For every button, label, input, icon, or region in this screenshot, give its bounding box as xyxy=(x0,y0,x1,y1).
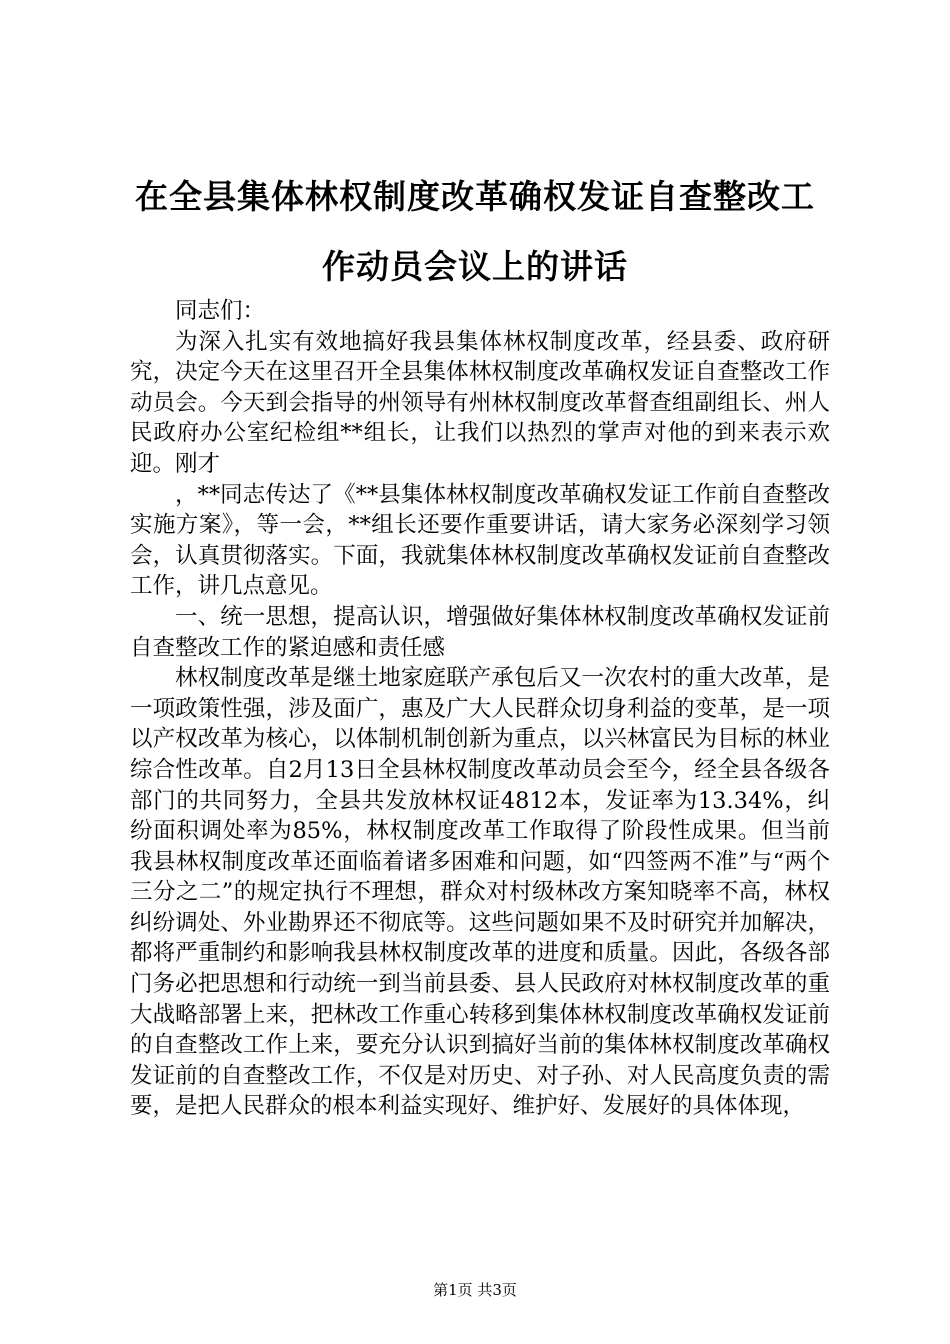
paragraph-salutation: 同志们： xyxy=(175,298,266,324)
paragraph-intro: 为深入扎实有效地搞好我县集体林权制度改革，经县委、政府研究，决定今天在这里召开全县集体林权制度改革确权发证自查整改工作动员会。今天到会指导的州领导有州林权制度改革督查组副组长、州人民政府办公室纪检组**组长，让我们以热烈的掌声对他的到来表示欢迎。刚才 xyxy=(130,328,830,477)
paragraph-section-1: 林权制度改革是继土地家庭联产承包后又一次农村的重大改革，是一项政策性强，涉及面广，惠及广大人民群众切身利益的变革，是一项以产权改革为核心，以体制机制创新为重点，以兴林富民为目标的林业综合性改革。自2月13日全县林权制度改革动员会至今，经全县各级各部门的共同努力，全县共发放林权证4812本，发证率为13.34%，纠纷面积调处率为85%，林权制度改革工作取得了阶段性成果。但当前我县林权制度改革还面临着诸多困难和问题，如“四签两不准”与“两个三分之二”的规定执行不理想，群众对村级林改方案知晓率不高，林权纠纷调处、外业勘界还不彻底等。这些问题如果不及时研究并加解决，都将严重制约和影响我县林权制度改革的进度和质量。因此，各级各部门务必把思想和行动统一到当前县委、县人民政府对林权制度改革的重大战略部署上来，把林改工作重心转移到集体林权制度改革确权发证前的自查整改工作上来，要充分认识到搞好当前的集体林权制度改革确权发证前的自查整改工作，不仅是对历史、对子孙、对人民高度负责的需要，是把人民群众的根本利益实现好、维护好、发展好的具体体现， xyxy=(130,665,830,1120)
document-title: 在全县集体林权制度改革确权发证自查整改工作动员会议上的讲话 xyxy=(135,177,815,286)
page-footer: 第1页 共3页 xyxy=(433,1281,517,1299)
section-heading-1: 一、统一思想，提高认识，增强做好集体林权制度改革确权发证前自查整改工作的紧迫感和责任感 xyxy=(130,603,830,661)
paragraph-intro-continued: ，**同志传达了《**县集体林权制度改革确权发证工作前自查整改实施方案》，等一会，**组长还要作重要讲话，请大家务必深刻学习领会，认真贯彻落实。下面，我就集体林权制度改革确权发证前自查整改工作，讲几点意见。 xyxy=(130,481,830,600)
document-body xyxy=(130,296,830,1122)
